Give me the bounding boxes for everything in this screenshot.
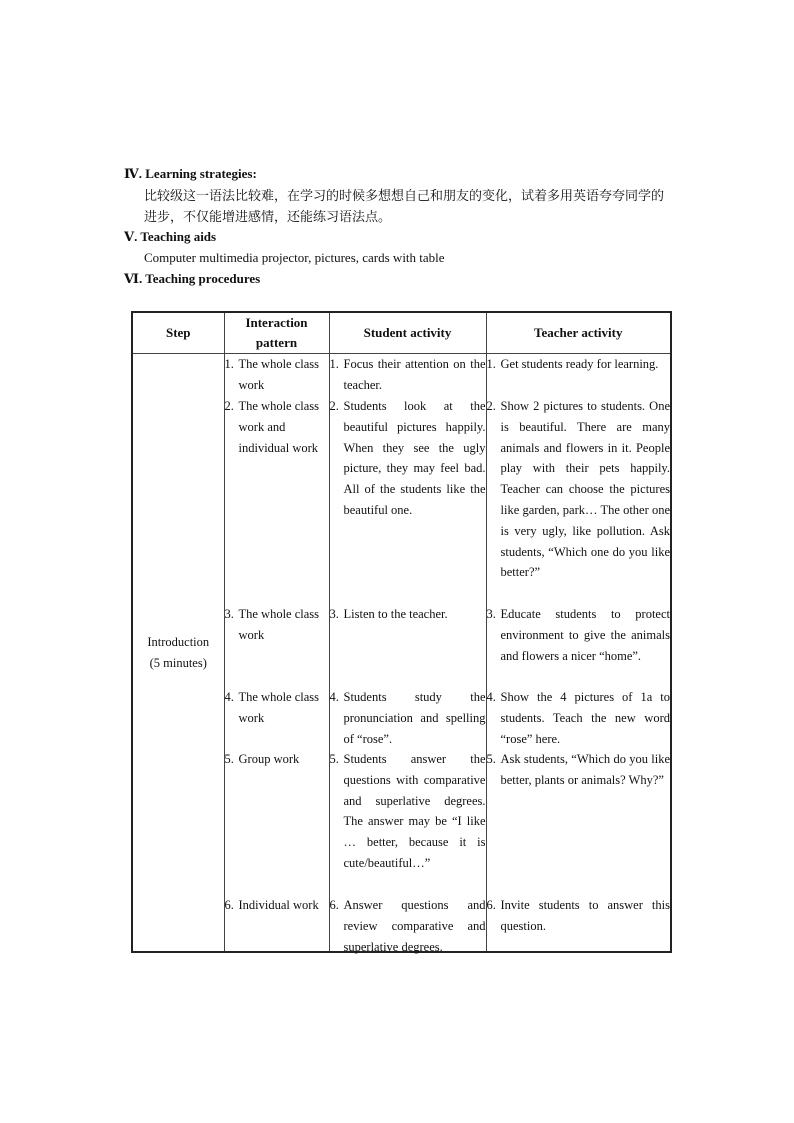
student-activity-column [329, 354, 486, 953]
teacher-activity-item: 3. Educate students to protect environment to give the animals and flowers a nicer “home”. [486, 607, 670, 663]
procedures-table [131, 311, 672, 953]
interaction-item: 6. Individual work [224, 898, 319, 912]
student-activity-item: 2. Students look at the beautiful pictures happily. When they see the ugly picture, they may feel bad. All of the students like the beautiful one. [329, 399, 486, 517]
interaction-column [224, 354, 329, 953]
interaction-item: 1. The whole class work [224, 357, 320, 392]
teaching-aids-text: Computer multimedia projector, pictures, cards with table [144, 250, 445, 265]
header-teacher-activity: Teacher activity [486, 312, 671, 354]
section-title-learning-strategies: Ⅳ. Learning strategies: [124, 166, 257, 181]
teacher-activity-item: 6. Invite students to answer this question. [486, 898, 670, 933]
header-step: Step [132, 312, 224, 354]
interaction-item: 2. The whole class work and individual work [224, 399, 320, 455]
student-activity-item: 3. Listen to the teacher. [329, 607, 448, 621]
section-title-teaching-aids: Ⅴ. Teaching aids [124, 229, 217, 244]
student-activity-item: 4. Students study the pronunciation and spelling of “rose”. [329, 690, 486, 746]
learning-strategies-text: 比较级这一语法比较难，在学习的时候多想想自己和朋友的变化，试着多用英语夸夸同学的进步，不仅能增进感情，还能练习语法点。 [144, 189, 665, 225]
step-time: (5 minutes) [149, 655, 207, 670]
student-activity-item: 5. Students answer the questions with comparative and superlative degrees. The answer may be “I like … better, because it is cute/beautiful…” [329, 752, 486, 870]
step-cell [132, 354, 224, 953]
table-row [132, 354, 671, 953]
section-title-teaching-procedures: Ⅵ. Teaching procedures [124, 271, 261, 286]
interaction-item: 5. Group work [224, 752, 300, 766]
student-activity-item: 1. Focus their attention on the teacher. [329, 357, 486, 392]
student-activity-item: 6. Answer questions and review comparative and superlative degrees. [329, 898, 486, 954]
table-header-row [132, 312, 671, 354]
interaction-item: 3. The whole class work [224, 607, 320, 642]
teacher-activity-item: 5. Ask students, “Which do you like better, plants or animals? Why?” [486, 752, 670, 787]
teacher-activity-item: 2. Show 2 pictures to students. One is beautiful. There are many animals and flowers in it. People play with their pets happily. Teacher can choose the pictures like garden, park… The other one is very ugly, like pollution. Ask students, “Which one do you like better?” [486, 399, 670, 580]
header-interaction: Interaction pattern [224, 312, 329, 354]
interaction-item: 4. The whole class work [224, 690, 320, 725]
teacher-activity-column [486, 354, 671, 953]
teacher-activity-item: 4. Show the 4 pictures of 1a to students. Teach the new word “rose” here. [486, 690, 670, 746]
header-student-activity: Student activity [329, 312, 486, 354]
step-name: Introduction [147, 634, 210, 649]
teacher-activity-item: 1. Get students ready for learning. [486, 357, 659, 371]
